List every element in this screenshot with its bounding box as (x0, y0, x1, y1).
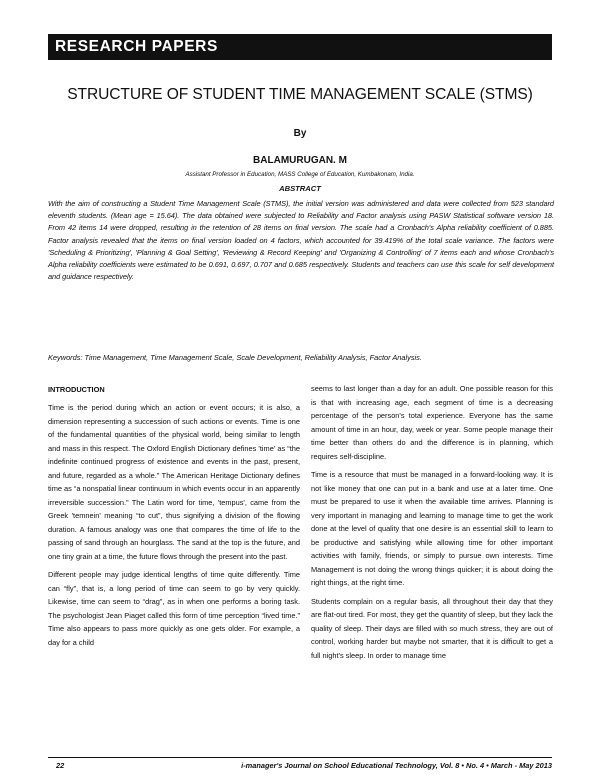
paragraph: Different people may judge identical lengths of time quite differently. Time can “fly”, that is, a long period of time can seem to go by very quickly. Likewise, time can seem to “drag”, as in when one performs a boring task. The psychologist Jean Piaget called this form of time perception “lived time.” Time also appears to pass more quickly as one gets older. For example, a day for a child (48, 570, 300, 647)
abstract-text: With the aim of constructing a Student Time Management Scale (STMS), the initial version was administered and data were collected from 523 standard eleventh students. (Mean age = 15.64). The data obtained were subjected to Reliability and Factor analysis using PASW Statistical software version 18. From 42 items 14 were dropped, resulting in the retention of 28 items on final version. The scale had a Cronbach's Alpha reliability coefficient of 0.885. Factor analysis revealed that the items on final version loaded on 4 factors, which accounted for 39.419% of the total scale variance. The factors were 'Scheduling & Prioritizing', 'Planning & Goal Setting', 'Reviewing & Record Keeping' and 'Organizing & Controlling' of 7 items each and whose Cronbach's Alpha reliability coefficients were estimated to be 0.691, 0.697, 0.707 and 0.685 respectively. Students and teachers can use this scale for self development and guidance respectively. (48, 199, 554, 282)
journal-citation: i-manager's Journal on School Educational Technology, Vol. 8 • No. 4 • March - May 2013 (241, 761, 552, 770)
page-number: 22 (56, 761, 65, 770)
page-footer (48, 757, 552, 770)
paragraph: seems to last longer than a day for an adult. One possible reason for this is that with increasing age, each segment of time is a decreasing percentage of the person's total experience. Everyone has the same amount of time in an hour, day, week or year. Some people manage their time better than others do and the difference is in planning, which requires self-discipline. (311, 384, 553, 461)
paper-title: STRUCTURE OF STUDENT TIME MANAGEMENT SCALE (STMS) (67, 86, 533, 103)
introduction-heading: INTRODUCTION (48, 385, 105, 394)
abstract-heading: ABSTRACT (279, 184, 321, 193)
by-line: By (293, 128, 307, 139)
keywords: Keywords: Time Management, Time Management Scale, Scale Development, Reliability Analysis, Factor Analysis. (48, 353, 422, 362)
section-banner: RESEARCH PAPERS (48, 34, 552, 60)
paragraph: Time is the period during which an action or event occurs; it is also, a dimension representing a succession of such actions or events. Time is one of the fundamental quantities of the physical world, being similar to length and mass in this respect. The Oxford English Dictionary defines 'time' as “the indefinite continued progress of existence and events in the past, present, and future, regarded as a whole.” The American Heritage Dictionary defines time as “a nonspatial linear continuum in which events occur in an apparently irreversible succession.” The Latin word for time, 'tempus', came from the Greek 'temnein' meaning “to cut”, thus signifying a division of the flowing duration. A famous analogy was one that compares the time of life to the passing of sand through an hourglass. The sand at the top is the future, and one tiny grain at a time, the future flows through the present into the past. (48, 403, 300, 561)
left-column (48, 384, 300, 654)
author-name: BALAMURUGAN. M (253, 155, 347, 166)
paragraph: Students complain on a regular basis, all throughout their day that they are flat-out tired. For most, they get the quantity of sleep, but they lack the quality of sleep. Their days are filled with so much stress, they are out of control, working harder but maybe not smarter, that it is difficult to get a full night's sleep. In order to manage time (311, 596, 553, 660)
paragraph: Time is a resource that must be managed in a forward-looking way. It is not like money that one can put in a bank and use at a later time. One must be prepared to use it when the available time arrives. Planning is very important in managing and learning to manage time to get the work done at the level of quality that one desire is an essential skill to learn to be productive and satisfying while allowing time for other important activities with family, friends, or simply to pursue own interests. Time Management is not doing the wrong things quicker; it is about doing the right things, at the right time. (311, 470, 553, 587)
author-affiliation: Assistant Professor in Education, MASS College of Education, Kumbakonam, India. (185, 171, 415, 178)
right-column (311, 382, 553, 667)
